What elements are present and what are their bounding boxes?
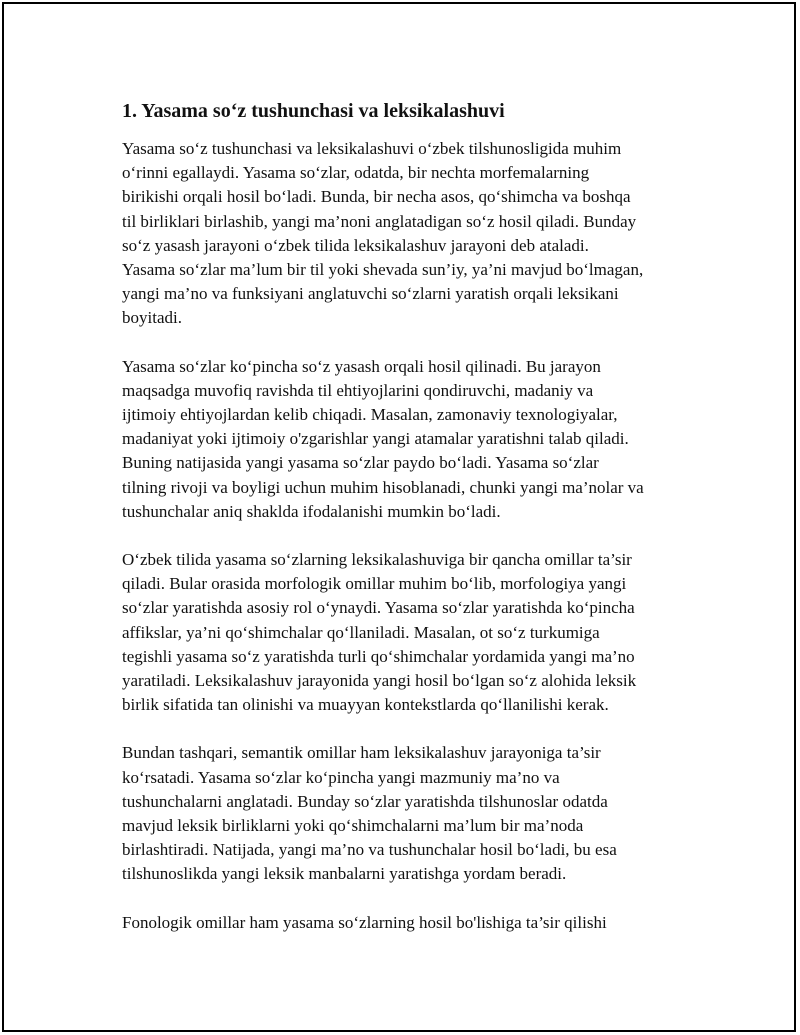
paragraph-5 bbox=[122, 911, 694, 935]
text-line: birlik sifatida tan olinishi va muayyan kontekstlarda qo‘llanilishi kerak. bbox=[122, 695, 609, 715]
text-line: affikslar, ya’ni qo‘shimchalar qo‘llaniladi. Masalan, ot so‘z turkumiga bbox=[122, 622, 600, 642]
text-line: O‘zbek tilida yasama so‘zlarning leksikalashuviga bir qancha omillar ta’sir bbox=[122, 550, 632, 570]
text-line: til birliklari birlashib, yangi ma’noni anglatadigan so‘z hosil qiladi. Bunday bbox=[122, 211, 637, 231]
text-line: tilshunoslikda yangi leksik manbalarni yaratishga yordam beradi. bbox=[122, 864, 567, 884]
text-line: birikishi orqali hosil bo‘ladi. Bunda, bir necha asos, qo‘shimcha va boshqa bbox=[122, 187, 631, 207]
text-line: yangi ma’no va funksiyani anglatuvchi so‘zlarni yaratish orqali leksikani bbox=[122, 284, 619, 304]
page-frame bbox=[2, 2, 796, 1032]
text-line: mavjud leksik birliklarni yoki qo‘shimchalarni ma’lum bir ma’noda bbox=[122, 816, 584, 836]
text-line: qiladi. Bular orasida morfologik omillar muhim bo‘lib, morfologiya yangi bbox=[122, 574, 627, 594]
text-line: tegishli yasama so‘z yaratishda turli qo‘shimchalar yordamida yangi ma’no bbox=[122, 646, 635, 666]
paragraph-3 bbox=[122, 548, 694, 717]
text-line: Yasama so‘zlar ma’lum bir til yoki shevada sun’iy, ya’ni mavjud bo‘lmagan, bbox=[122, 260, 644, 280]
document-body bbox=[122, 97, 694, 959]
text-line: Bundan tashqari, semantik omillar ham leksikalashuv jarayoniga ta’sir bbox=[122, 743, 601, 763]
text-line: o‘rinni egallaydi. Yasama so‘zlar, odatda, bir nechta morfemalarning bbox=[122, 163, 590, 183]
text-line: yaratiladi. Leksikalashuv jarayonida yangi hosil bo‘lgan so‘z alohida leksik bbox=[122, 671, 637, 691]
text-line: boyitadi. bbox=[122, 308, 182, 328]
text-line: maqsadga muvofiq ravishda til ehtiyojlarini qondiruvchi, madaniy va bbox=[122, 380, 594, 400]
text-line: birlashtiradi. Natijada, yangi ma’no va tushunchalar hosil bo‘ladi, bu esa bbox=[122, 840, 617, 860]
text-line: Yasama so‘zlar ko‘pincha so‘z yasash orqali hosil qilinadi. Bu jarayon bbox=[122, 356, 601, 376]
text-line: so‘z yasash jarayoni o‘zbek tilida leksikalashuv jarayoni deb ataladi. bbox=[122, 235, 589, 255]
text-line: madaniyat yoki ijtimoiy o'zgarishlar yangi atamalar yaratishni talab qiladi. bbox=[122, 429, 629, 449]
text-line: ijtimoiy ehtiyojlardan kelib chiqadi. Masalan, zamonaviy texnologiyalar, bbox=[122, 405, 618, 425]
paragraph-2 bbox=[122, 355, 694, 524]
section-heading: 1. Yasama so‘z tushunchasi va leksikalashuvi bbox=[122, 100, 505, 122]
text-line: Fonologik omillar ham yasama so‘zlarning hosil bo'lishiga ta’sir qilishi bbox=[122, 912, 607, 932]
text-line: Buning natijasida yangi yasama so‘zlar paydo bo‘ladi. Yasama so‘zlar bbox=[122, 453, 599, 473]
text-line: ko‘rsatadi. Yasama so‘zlar ko‘pincha yangi mazmuniy ma’no va bbox=[122, 767, 560, 787]
text-line: tushunchalar aniq shaklda ifodalanishi mumkin bo‘ladi. bbox=[122, 501, 501, 521]
paragraph-1 bbox=[122, 137, 694, 331]
text-line: tilning rivoji va boyligi uchun muhim hisoblanadi, chunki yangi ma’nolar va bbox=[122, 477, 644, 497]
text-line: Yasama so‘z tushunchasi va leksikalashuvi o‘zbek tilshunosligida muhim bbox=[122, 139, 622, 158]
text-line: so‘zlar yaratishda asosiy rol o‘ynaydi. Yasama so‘zlar yaratishda ko‘pincha bbox=[122, 598, 635, 618]
text-line: tushunchalarni anglatadi. Bunday so‘zlar yaratishda tilshunoslar odatda bbox=[122, 791, 608, 811]
paragraph-4 bbox=[122, 741, 694, 886]
